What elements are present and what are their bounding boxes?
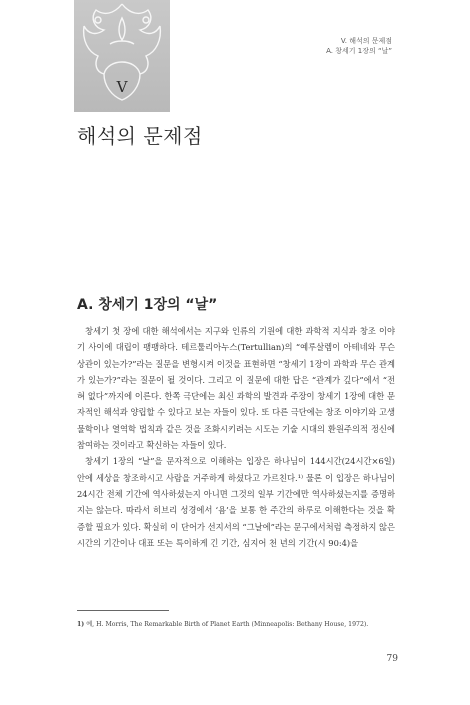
paragraph: 창세기 첫 장에 대한 해석에서는 지구와 인류의 기원에 대한 과학적 지식과 창조 이야기 사이에 대립이 팽팽하다. 테르툴리아누스(Tertullian)의 “예루살렘이 아테네와 무슨 상관이 있는가?”라는 질문을 변형시켜 이것을 표현하면 “창세기 1장이 과학과 무슨 관계가 있는가?”라는 질문이 될 것이다. 그리고 이 질문에 대한 답은 “관계가 깊다”에서 “전혀 없다”까지에 이른다. 한쪽 극단에는 최신 과학의 발견과 주장이 창세기 1장에 대한 문자적인 해석과 양립할 수 있다고 보는 자들이 있다. 또 다른 극단에는 창조 이야기와 고생물학이나 열역학 법칙과 같은 것을 조화시키려는 시도는 기술 시대의 환원주의적 정신에 참여하는 것이라고 확신하는 자들이 있다. [77,326,395,451]
running-head-chapter: V. 해석의 문제점 [340,37,392,45]
section-heading: A. 창세기 1장의 “날” [77,297,218,313]
running-head-section: A. 창세기 1장의 “날” [326,47,392,55]
footnote-divider [77,610,169,611]
page-number: 79 [386,654,398,664]
running-head [326,36,392,56]
footnote-number: 1) [77,621,85,628]
chapter-numeral: V [116,78,128,96]
paragraph: 창세기 1장의 “날”을 문자적으로 이해하는 입장은 하나님이 144시간(24시간×6일) 안에 세상을 창조하시고 사람을 거주하게 하셨다고 가르친다.¹⁾ 물론 이 입장은 하나님이 24시간 전체 기간에 역사하셨는지 아니면 그것의 일부 기간에만 역사하셨는지를 증명하지는 않는다. 따라서 히브리 성경에서 ‘욤’을 보통 한 주간의 하루로 이해한다는 것을 확증할 필요가 있다. 확실히 이 단어가 선지서의 “그날에”라는 문구에서처럼 측정하지 않은 시간의 기간이나 대표 또는 특이하게 긴 기간, 심지어 천 년의 기간(시 90:4)을 [77,456,396,548]
chapter-tab [74,0,170,112]
footnote-text: 예, H. Morris, The Remarkable Birth of Planet Earth (Minneapolis: Bethany House, 1972). [86,621,369,628]
footnote [77,620,397,629]
chapter-title: 해석의 문제점 [77,124,203,148]
body-text [77,323,395,551]
